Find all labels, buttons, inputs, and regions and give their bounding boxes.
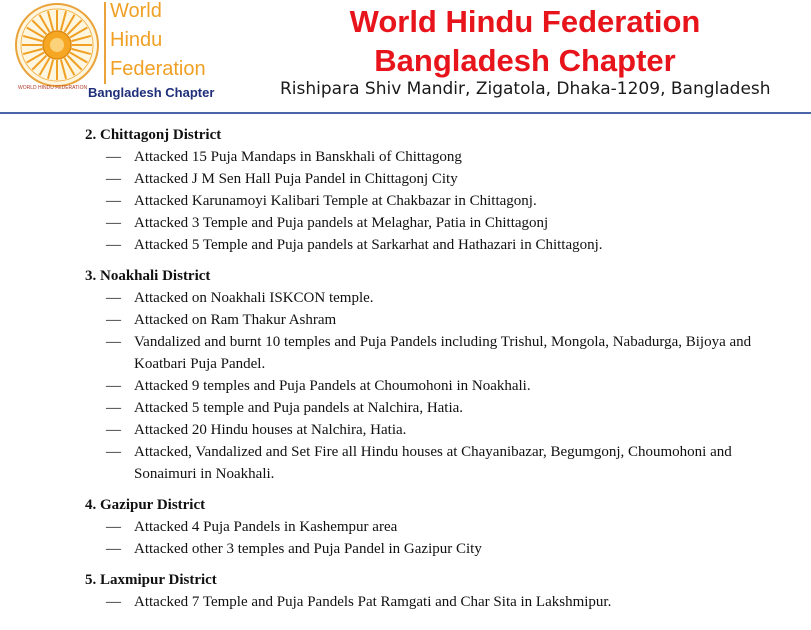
list-item	[0, 309, 811, 331]
list-item-text: Attacked 20 Hindu houses at Nalchira, Hatia.	[134, 422, 407, 438]
org-name-line: Hindu	[110, 29, 163, 51]
list-item-text: Attacked J M Sen Hall Puja Pandel in Chittagonj City	[134, 171, 458, 187]
sun-wheel-icon	[14, 2, 100, 88]
list-item-text: Attacked 5 temple and Puja pandels at Nalchira, Hatia.	[134, 400, 464, 416]
list-item-dash: —	[106, 312, 121, 328]
district-section	[0, 494, 811, 560]
list-item	[0, 419, 811, 441]
logo-caption: WORLD HINDU FEDERATION	[18, 85, 88, 91]
list-item-dash: —	[106, 400, 121, 416]
list-item-dash: —	[106, 422, 121, 438]
federation-logo	[14, 2, 100, 88]
org-name	[110, 0, 206, 84]
list-item-dash: —	[106, 149, 121, 165]
list-item-dash: —	[106, 444, 121, 460]
list-item	[0, 287, 811, 309]
list-item-text: Attacked 9 temples and Puja Pandels at Choumohoni in Noakhali.	[134, 378, 531, 394]
list-item	[0, 190, 811, 212]
list-item	[0, 375, 811, 397]
list-item	[0, 168, 811, 190]
org-name-line: World	[110, 0, 162, 22]
list-item-dash: —	[106, 215, 121, 231]
list-item	[0, 441, 811, 485]
list-item-text: Attacked other 3 temples and Puja Pandel in Gazipur City	[134, 541, 482, 557]
district-section	[0, 569, 811, 613]
district-heading: 2. Chittagonj District	[85, 127, 222, 143]
list-item-dash: —	[106, 290, 121, 306]
list-item	[0, 234, 811, 256]
list-item-dash: —	[106, 594, 121, 610]
list-item-text: Attacked, Vandalized and Set Fire all Hindu houses at Chayanibazar, Begumgonj, Choumohoni and Sonaimuri in Noakhali.	[134, 444, 732, 482]
list-item	[0, 331, 811, 375]
list-item-text: Attacked 15 Puja Mandaps in Banskhali of Chittagong	[134, 149, 462, 165]
list-item-dash: —	[106, 171, 121, 187]
letterhead-title-line: World Hindu Federation	[349, 4, 701, 39]
list-item-dash: —	[106, 519, 121, 535]
district-heading: 4. Gazipur District	[85, 497, 206, 513]
list-item-dash: —	[106, 378, 121, 394]
list-item	[0, 146, 811, 168]
list-item	[0, 212, 811, 234]
letterhead	[0, 0, 811, 113]
list-item	[0, 397, 811, 419]
list-item-text: Attacked Karunamoyi Kalibari Temple at Chakbazar in Chittagonj.	[134, 193, 537, 209]
list-item-text: Attacked 3 Temple and Puja pandels at Melaghar, Patia in Chittagonj	[134, 215, 549, 231]
district-heading: 3. Noakhali District	[85, 268, 211, 284]
list-item-text: Attacked 7 Temple and Puja Pandels Pat Ramgati and Char Sita in Lakshmipur.	[134, 594, 612, 610]
letterhead-address: Rishipara Shiv Mandir, Zigatola, Dhaka-1209, Bangladesh	[280, 79, 771, 99]
org-chapter: Bangladesh Chapter	[88, 85, 215, 100]
org-name-line: Federation	[110, 58, 206, 80]
letterhead-title	[290, 2, 760, 80]
list-item-text: Vandalized and burnt 10 temples and Puja Pandels including Trishul, Mongola, Nabadurga, Bijoya and Koatbari Puja Pandel.	[134, 334, 752, 372]
list-item-text: Attacked 5 Temple and Puja pandels at Sarkarhat and Hathazari in Chittagonj.	[134, 237, 603, 253]
org-name-separator	[104, 2, 106, 84]
district-section	[0, 124, 811, 256]
list-item-dash: —	[106, 541, 121, 557]
list-item	[0, 516, 811, 538]
list-item-dash: —	[106, 193, 121, 209]
list-item	[0, 591, 811, 613]
document-body	[0, 124, 811, 622]
letterhead-title-line: Bangladesh Chapter	[374, 43, 676, 78]
list-item-text: Attacked on Noakhali ISKCON temple.	[134, 290, 374, 306]
letterhead-divider	[0, 112, 811, 114]
list-item-text: Attacked on Ram Thakur Ashram	[134, 312, 337, 328]
list-item-dash: —	[106, 237, 121, 253]
list-item	[0, 538, 811, 560]
list-item-dash: —	[106, 334, 121, 350]
district-section	[0, 265, 811, 485]
list-item-text: Attacked 4 Puja Pandels in Kashempur area	[134, 519, 398, 535]
district-heading: 5. Laxmipur District	[85, 572, 217, 588]
